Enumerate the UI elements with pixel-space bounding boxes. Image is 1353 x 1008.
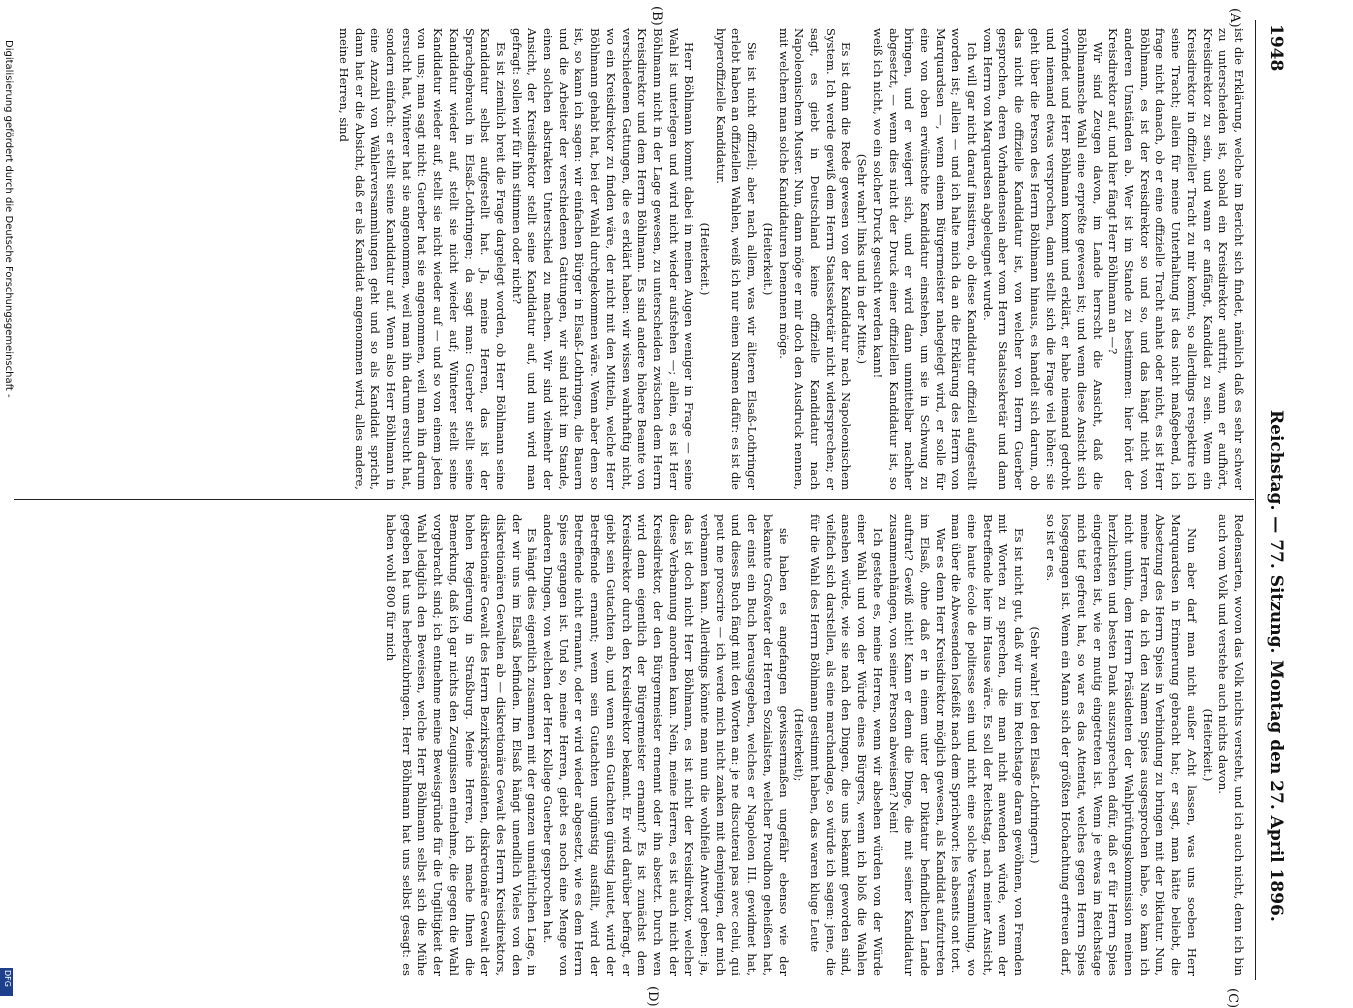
paragraph: Ich will gar nicht darauf insistiren, ob diese Kandidatur offiziell aufgestellt worden ist; allein — und ich halte mich da an die Erklärung des Herrn von Marquardsen —, wenn einem Bürgermeister nahegelegt wird, er solle für eine von oben erwünschte Kandidatur einstehen, um sie in Schwung zu bringen, und er weigert sich, und er wird dann unmittelbar nachher abgesetzt, — wenn dies nicht der Druck einer offiziellen Kandidatur ist, so weiß ich nicht, wo ein solcher Druck gesucht werden kann!: [870, 28, 980, 490]
paragraph: Redensarten, wovon das Volk nichts versteht, und ich auch nicht, denn ich bin auch vom Volk und verstehe auch nichts davon.: [1216, 514, 1246, 976]
paragraph: Ich gestehe es, meine Herren, wenn wir absehen würden von der Würde einer Wahl und von der Würde eines Bürgers, wenn ich bloß die Wahlen ansehen würde, wie sie nach den Dingen, die uns bekannt geworden sind, vielfach sich darstellen, als eine marchandage, so würde ich sagen: jene, die für die Wahl des Herrn Böhlmann gestimmt haben, das waren kluge Leute: [808, 514, 885, 976]
header-rule: [1255, 20, 1256, 980]
interjection: (Heiterkeit.): [698, 222, 713, 296]
page-number: 1948: [1266, 24, 1286, 72]
right-text-column: [16, 514, 1246, 976]
margin-letter-a: (A): [1227, 8, 1242, 28]
column-divider: [14, 499, 1254, 500]
margin-letter-c: (C): [1225, 988, 1240, 1008]
dfg-logo-text: DFG: [3, 970, 12, 987]
paragraph: ist die Erklärung, welche im Bericht sich findet, nämlich daß es sehr schwer zu unterscheiden ist, sobald ein Kreisdirektor auftritt, wann er aufhört, Kreisdirektor zu sein, und wann er anfängt, Kandidat zu sein. Wenn ein Kreisdirektor in offizieller Tracht zu mir kommt, so allerdings respektire ich seine Tracht; allein für meine Unterhaltung ist das nicht maßgebend, ich frage nicht danach, ob er eine offizielle Tracht anhat oder nicht, es ist Herr Böhlmann, es ist der Kreisdirektor so und so, und das hängt nicht von anderen Umständen ab. Wer ist im Stande zu bestimmen: hier hört der Kreisdirektor auf, und hier fängt Herr Böhlmann an —?: [1106, 28, 1246, 490]
session-title: Reichstag. — 77. Sitzung.: [1266, 410, 1286, 654]
interjection: (Heiterkeit);: [792, 708, 807, 782]
interjection: (Heiterkeit.): [760, 222, 775, 296]
interjection: (Heiterkeit.): [1200, 708, 1215, 782]
dfg-logo: [0, 968, 13, 996]
paragraph: Wir sind Zeugen davon, im Lande herrscht die Ansicht, daß die Böhlmannsche Wahl eine erpreßte gewesen ist; und wenn diese Ansicht sich vorfindet und Herr Böhlmann kommt und erklärt, er habe niemand gedroht und niemand etwas versprochen, dann stellt sich die Frage viel höher: sie geht über die Person des Herrn Böhlmann hinaus, es handelt sich darum, ob das nicht die offizielle Kandidatur ist, von welcher von Herrn Guerber gesprochen, deren Vorhandensein aber vom Herrn Staatssekretär und dann vom Herrn von Marquardsen abgeleugnet wurde.: [980, 28, 1105, 490]
digitization-footer: [0, 40, 14, 980]
margin-letter-d: (D): [645, 986, 660, 1007]
paragraph: sie haben es angefangen gewissermaßen ungefähr ebenso wie der bekannte Großvater der Herren Sozialisten, welcher Proudhon geheißen hat, der einst ein Buch herausgegeben, welches er Napoleon III. gewidmet hat, und dieses Buch fängt mit den Worten an: je ne discuterai pas avec celui, qui peut me proscrire — ich werde mich nicht zanken mit demjenigen, der mich verbannen kann. Allerdings könnte man nun die wohlfeile Antwort geben: ja, das ist doch nicht Herr Böhlmann, es ist nicht der Kreisdirektor, welcher diese Verbannung anordnen kann. Nein, meine Herren, es ist auch nicht der Kreisdirektor, der den Bürgermeister ernennt oder ihn absetzt. Durch wen wird denn eigentlich der Bürgermeister ernannt? Es ist zunächst dem Kreisdirektor durch den Kreisdirektor bekannt. Er wird darüber befragt, er giebt sein Gutachten ab, und wenn sein Gutachten günstig lautet, wird der Betreffende ernannt; wenn sein Gutachten ungünstig ausfällt, wird der Betreffende nicht ernannt, oder er wird wieder abgesetzt, wie es dem Herrn Spies ergangen ist. Und so, meine Herren, giebt es noch eine Menge von anderen Dingen, von welchen der Herr Kollege Guerber gesprochen hat.: [541, 514, 791, 976]
paragraph: Nun aber darf man nicht außer Acht lassen, was uns soeben Herr Marquardsen in Erinnerung gebracht hat; er sagt, man hätte beliebt, die Absetzung des Herrn Spies in Verbindung zu bringen mit der Diktatur. Nun, meine Herren, da ich den Namen Spies ausgesprochen habe, so kann ich nicht umhin, dem Herrn Präsidenten der Wahlprüfungskommission meinen herzlichsten und besten Dank auszusprechen dafür, daß er für Herrn Spies eingetreten ist, wie er mutig eingetreten ist. Wenn je etwas im Reichstage mich tief gefreut hat, so war es das Attentat, welches gegen Herrn Spies losgegangen ist. Wenn ein Mann sich der größten Hochachtung erfreuen darf, so ist er es.: [1043, 514, 1199, 976]
paragraph: Herr Böhlmann kommt dabei in meinen Augen weniger in Frage — seine Wahl ist unterlegen und wird nicht wieder aufstehen —; allein, es ist Herr Böhlmann nicht in der Lage gewesen, zu unterscheiden zwischen dem Herrn Kreisdirektor und dem Herrn Böhlmann. Es sind andere höhere Beamte von verschiedenen Gattungen, die es erklärt haben: wir wissen wahrhaftig nicht, wo ein Kreisdirektor zu finden wäre, der nicht mit den Mitteln, welche Herr Böhlmann gehabt hat, bei der Wahl durchgekommen wäre. Wenn aber dem so ist, so kann ich sagen: wir einfachen Bürger in Elsaß-Lothringen, die Bauern und die Arbeiter der verschiedenen Gattungen, wir sind nicht im Stande, einen solchen abstrakten Unterschied zu machen. Wir sind vielmehr der Ansicht, der Kreisdirektor stellt seine Kandidatur auf, und nun wird man gefragt: sollen wir für ihn stimmen oder nicht?: [509, 28, 697, 490]
paragraph: Sie ist nicht offiziell; aber nach allem, was wir älteren Elsaß-Lothringer erlebt haben an offiziellen Wahlen, weiß ich nur einen Namen dafür: es ist die hyperoffizielle Kandidatur.: [713, 28, 760, 490]
paragraph: Es hängt dies eigentlich zusammen mit der ganzen unnatürlichen Lage, in der wir uns im Elsaß befinden. Im Elsaß hängt unendlich Vieles von den diskretionären Gewalten ab — diskretionäre Gewalt des Herrn Kreisdirektors, diskretionäre Gewalt des Herrn Bezirkspräsidenten, diskretionäre Gewalt der hohen Regierung in Straßburg. Meine Herren, ich mache Ihnen die Bemerkung, daß ich gar nichts den Zeugnissen entnehme, die gegen die Wahl vorgebracht sind; ich entnehme meine Beweisgründe für die Ungiltigkeit der Wahl lediglich den Beweisen, welche Herr Böhlmann selbst sich die Mühe gegeben hat uns herbeizubringen. Herr Böhlmann hat uns selbst gesagt: es haben wohl 800 für mich: [384, 514, 540, 976]
paragraph: War es denn Herr Kreisdirektor möglich gewesen, als Kandidat aufzutreten im Elsaß, ohne daß er in einem unter der Diktatur befindlichen Lande auftrat? Gewiß nicht! Kann er denn die Dinge, die mit seiner Kandidatur zusammenhängen, von seiner Person abweisen? Nein!: [886, 514, 948, 976]
interjection: (Sehr wahr! links und in der Mitte.): [855, 153, 870, 365]
margin-letter-b: (B): [649, 6, 664, 26]
left-text-column: [16, 28, 1246, 490]
paragraph: Es ist ziemlich breit die Frage dargelegt worden, ob Herr Böhlmann seine Kandidatur selbst aufgestellt hat. Ja, meine Herren, das ist der Sprachgebrauch in Elsaß-Lothringen; da sagt man: Guerber stellt seine Kandidatur wieder auf, stellt sie nicht wieder auf; Winterer stellt seine Kandidatur wieder auf, stellt sie nicht wieder auf — und so von einem jeden von uns; man sagt nicht: Guerber hat sie angenommen, weil man ihn darum ersucht hat, Winterer hat sie angenommen, weil man ihn darum ersucht hat, sondern einfach: er stellt seine Kandidatur auf. Wenn also Herr Böhlmann in eine Anzahl von Wählerversammlungen geht und so als Kandidat spricht, dann hat er die Absicht, daß er als Kandidat angenommen wird, alles andere, meine Herren, sind: [336, 28, 508, 490]
paragraph: Es ist dann die Rede gewesen von der Kandidatur nach Napoleonischem System. Ich werde gewiß dem Herrn Staatssekretär nicht widersprechen; er sagt, es giebt in Deutschland keine offizielle Kandidatur nach Napoleonischem Muster. Nun, dann möge er mir doch den Ausdruck nennen, mit welchem man solche Kandidaturen benennen möge.: [776, 28, 854, 490]
interjection: (Sehr wahr! bei den Elsaß-Lothringern.): [1027, 626, 1042, 864]
funding-notice: Digitalisierung gefördert durch die Deutsche Forschungsgemeinschaft -: [3, 40, 14, 398]
session-date: Montag den 27. April 1896.: [1266, 660, 1286, 922]
paragraph: Es ist nicht gut, daß wir uns im Reichstage daran gewöhnen, von Fremden mit Worten zu sprechen, die man nicht anwenden würde, wenn der Betreffende hier im Hause wäre. Es soll der Reichstag, nach meiner Ansicht, eine haute école de politesse sein und nicht eine solche Versammlung, wo man über die Abwesenden losfeißt nach dem Sprichwort: les absents ont tort.: [949, 514, 1027, 976]
